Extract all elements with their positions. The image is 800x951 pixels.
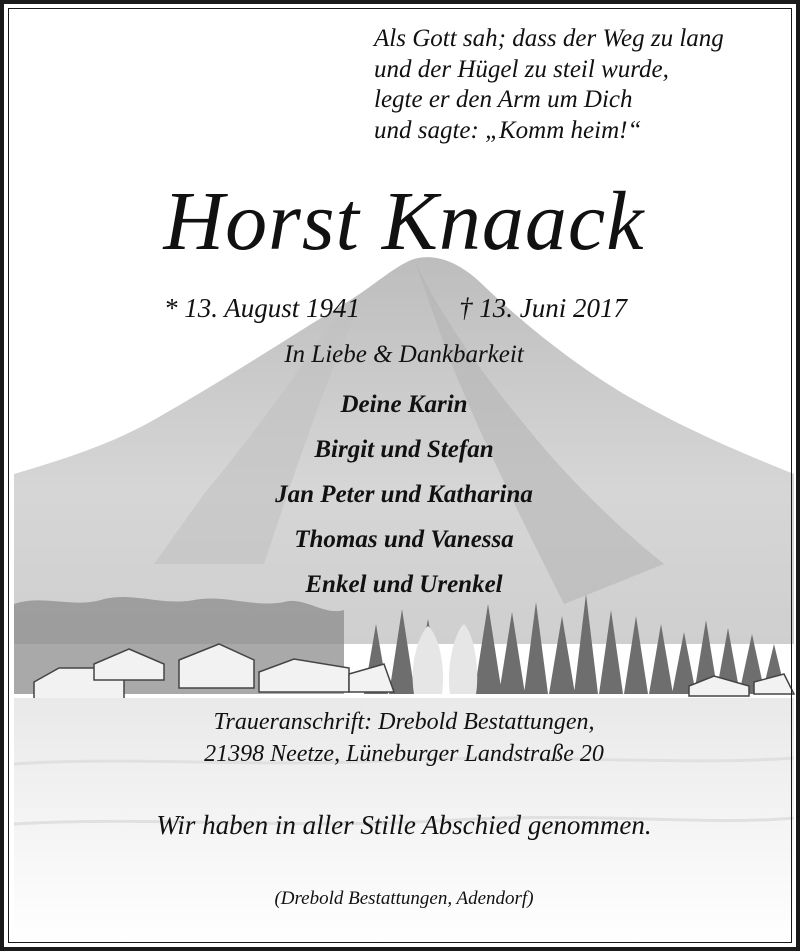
funeral-agency: (Drebold Bestattungen, Adendorf) (274, 888, 534, 909)
family-member-5: Enkel und Urenkel (305, 571, 503, 598)
death-date: † 13. Juni 2017 (459, 293, 627, 323)
farewell-statement: Wir haben in aller Stille Abschied genommen. (156, 810, 652, 840)
family-member-4: Thomas und Vanessa (294, 526, 514, 553)
dedication: In Liebe & Dankbarkeit (284, 341, 524, 368)
poem-line-2: und der Hügel zu steil wurde, (374, 55, 669, 83)
address-line-1: Traueranschrift: Drebold Bestattungen, (213, 709, 595, 735)
poem-line-3: legte er den Arm um Dich (374, 86, 633, 113)
family-member-3: Jan Peter und Katharina (275, 481, 533, 508)
poem-line-4: und sagte: „Komm heim!“ (374, 116, 642, 144)
family-member-1: Deine Karin (340, 391, 468, 418)
family-member-2: Birgit und Stefan (314, 436, 494, 463)
deceased-name: Horst Knaack (163, 175, 645, 268)
poem-line-1: Als Gott sah; dass der Weg zu lang (374, 25, 724, 52)
address-line-2: 21398 Neetze, Lüneburger Landstraße 20 (204, 741, 604, 767)
birth-date: * 13. August 1941 (164, 293, 361, 323)
poem (374, 24, 784, 146)
